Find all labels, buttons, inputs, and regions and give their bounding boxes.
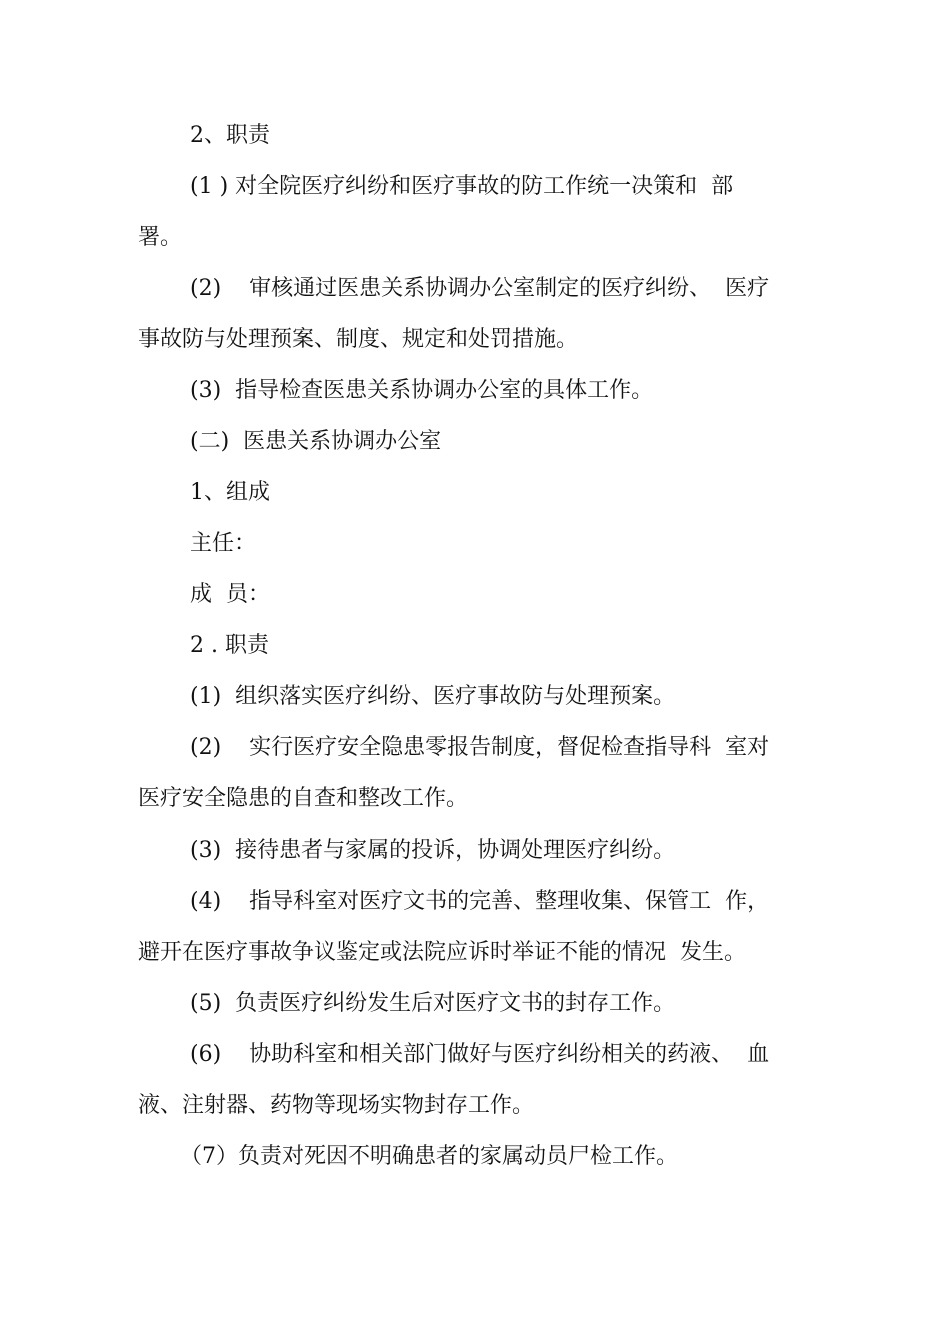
paragraph-line: 署。 — [138, 225, 183, 250]
members-label: 成 员： — [190, 582, 270, 607]
paragraph-line: (2) 审核通过医患关系协调办公室制定的医疗纠纷、 医疗 — [190, 276, 770, 301]
paragraph-line: 液、注射器、药物等现场实物封存工作。 — [138, 1093, 535, 1118]
paragraph-line: (2) 实行医疗安全隐患零报告制度，督促检查指导科 室对 — [190, 735, 770, 760]
paragraph-line: (3) 指导检查医患关系协调办公室的具体工作。 — [190, 378, 654, 403]
paragraph-line: (1) 组织落实医疗纠纷、医疗事故防与处理预案。 — [190, 684, 676, 709]
paragraph-line: (4) 指导科室对医疗文书的完善、整理收集、保管工 作， — [190, 889, 770, 914]
paragraph-line: 医疗安全隐患的自查和整改工作。 — [138, 786, 469, 811]
paragraph-line: (5) 负责医疗纠纷发生后对医疗文书的封存工作。 — [190, 991, 676, 1016]
director-label: 主任： — [190, 531, 257, 556]
paragraph-line: (6) 协助科室和相关部门做好与医疗纠纷相关的药液、 血 — [190, 1042, 770, 1067]
section-heading: (二) 医患关系协调办公室 — [190, 429, 442, 454]
heading-duties: 2 . 职责 — [190, 633, 269, 658]
paragraph-line: （7）负责对死因不明确患者的家属动员尸检工作。 — [180, 1144, 678, 1169]
heading-duties: 2、职责 — [190, 123, 270, 148]
paragraph-line: 避开在医疗事故争议鉴定或法院应诉时举证不能的情况 发生。 — [138, 940, 746, 965]
paragraph-line: 事故防与处理预案、制度、规定和处罚措施。 — [138, 327, 579, 352]
paragraph-line: (3) 接待患者与家属的投诉，协调处理医疗纠纷。 — [190, 838, 676, 863]
paragraph-line: (1 ) 对全院医疗纠纷和医疗事故的防工作统一决策和 部 — [190, 174, 734, 199]
subheading-composition: 1、组成 — [190, 480, 270, 505]
